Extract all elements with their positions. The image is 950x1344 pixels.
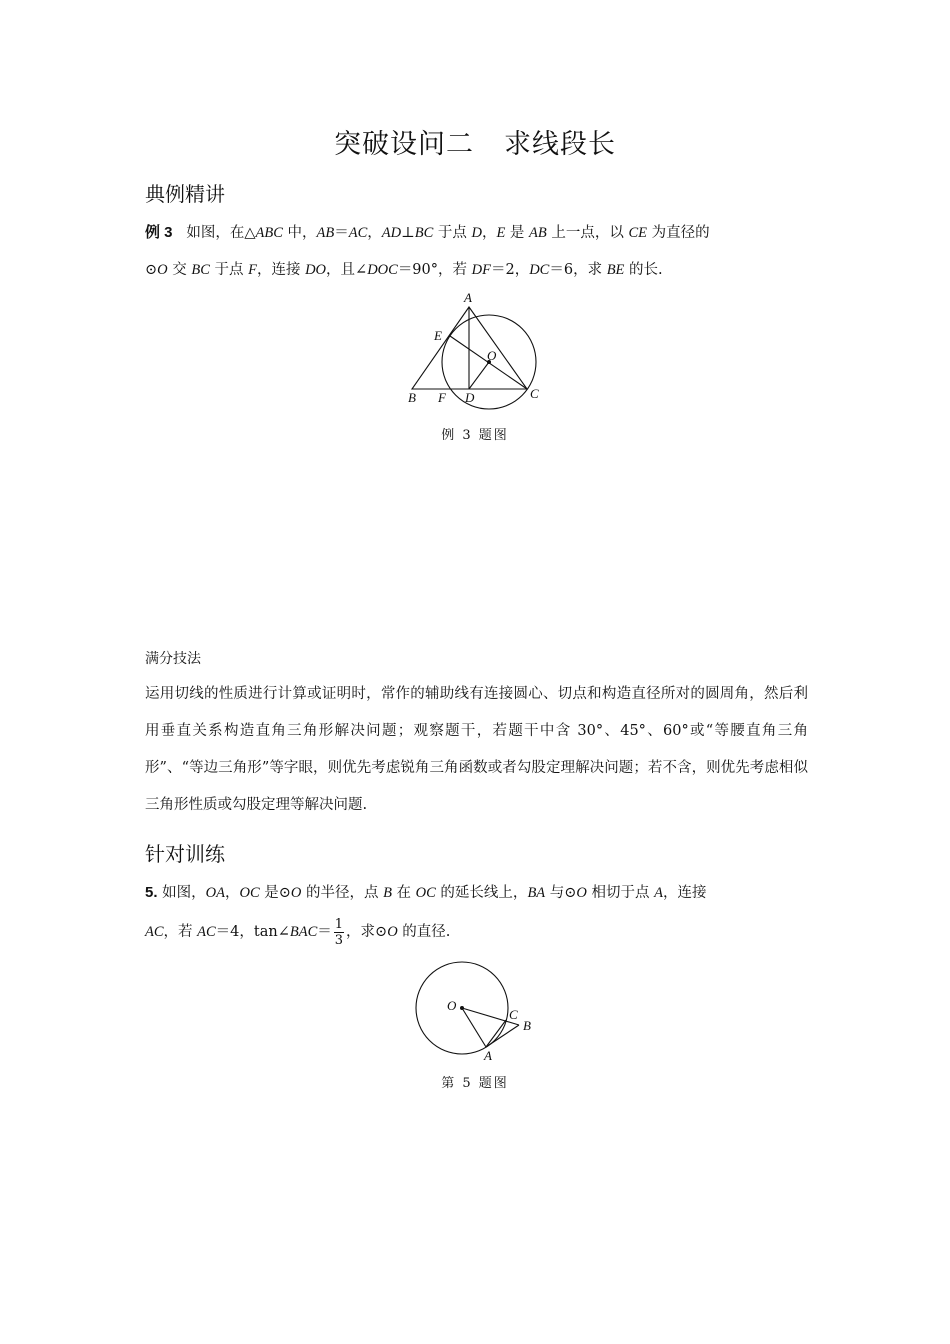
segment-ac — [486, 1020, 506, 1047]
text: ，连接 — [256, 262, 306, 278]
fraction-denominator: 3 — [334, 932, 344, 948]
figure-caption-example-3: 例 3 题图 — [441, 428, 509, 443]
text: ，连接 — [662, 885, 707, 901]
problem-5-figure — [0, 950, 950, 1070]
tips-heading: 满分技法 — [145, 651, 201, 667]
math: E — [496, 225, 506, 241]
text: 的长. — [624, 262, 663, 278]
text: 为直径的 — [647, 225, 710, 241]
text: 在 — [391, 885, 416, 901]
label-f: F — [438, 390, 446, 405]
text: 与⊙ — [545, 885, 577, 901]
math: AB — [316, 225, 335, 241]
math: AC — [197, 924, 216, 940]
math: CE — [628, 225, 648, 241]
fraction — [334, 917, 344, 948]
label-c: C — [509, 1007, 518, 1022]
math: OC — [415, 885, 436, 901]
math: DF — [471, 262, 491, 278]
example-label: 例 3 — [145, 224, 173, 241]
label-e: E — [434, 328, 442, 343]
text: ，求⊙ — [346, 924, 388, 940]
text: ， — [224, 885, 240, 901]
segment-do — [469, 362, 489, 389]
text: 于点 — [433, 225, 472, 241]
problem-5-line-1 — [145, 874, 808, 912]
text: ＝ — [317, 924, 332, 940]
math: AD — [381, 225, 402, 241]
math: BAC — [289, 924, 318, 940]
math: O — [387, 924, 398, 940]
title-part1: 突破设问二 — [334, 129, 474, 160]
title-part2: 求线段长 — [504, 129, 616, 160]
text: 中， — [282, 225, 317, 241]
text: 相切于点 — [586, 885, 655, 901]
tips-text: 运用切线的性质进行计算或证明时，常作的辅助线有连接圆心、切点和构造直径所对的圆周角，然后利用垂直关系构造直角三角形解决问题；观察题干，若题干中含 30°、45°、60°或“等腰直角三角形”、“等边三角形”等字眼，则优先考虑锐角三角函数或者勾股定理解决问题；若不含，则优先考虑相似三角形性质或勾股定理等解决问题. — [145, 686, 808, 813]
problem-label: 5. — [145, 884, 158, 901]
text: 交 — [167, 262, 192, 278]
math: DO — [305, 262, 327, 278]
text: ⊥ — [401, 225, 415, 241]
label-o: O — [447, 998, 457, 1013]
text: ＝90°，若 — [397, 262, 472, 278]
text: 于点 — [209, 262, 249, 278]
section-heading-examples: 典例精讲 — [145, 182, 225, 206]
text: ，且∠ — [326, 262, 368, 278]
label-a: A — [484, 1048, 492, 1063]
math: OC — [239, 885, 260, 901]
text: 如图，在△ — [186, 225, 256, 241]
math: O — [157, 262, 168, 278]
math: ABC — [255, 225, 283, 241]
text: ， — [481, 225, 497, 241]
text: 的延长线上， — [435, 885, 528, 901]
math: AC — [348, 225, 368, 241]
math: AB — [529, 225, 547, 241]
text: 上一点，以 — [546, 225, 629, 241]
math: BE — [606, 262, 625, 278]
text: ＝2， — [490, 262, 530, 278]
math: A — [654, 885, 663, 901]
section-heading-practice: 针对训练 — [145, 842, 225, 866]
math: OA — [205, 885, 225, 901]
text: ＝ — [334, 225, 349, 241]
point-o-dot — [460, 1006, 464, 1010]
math: D — [471, 225, 482, 241]
problem-5-text — [145, 874, 808, 952]
text: ⊙ — [145, 262, 158, 278]
math: AC — [145, 924, 164, 940]
text: ， — [367, 225, 382, 241]
text: 的直径. — [397, 924, 451, 940]
text: ＝4，tan∠ — [215, 924, 290, 940]
math: B — [383, 885, 392, 901]
label-d: D — [465, 390, 475, 405]
math: DC — [529, 262, 550, 278]
math: O — [290, 885, 302, 901]
text: ＝6，求 — [549, 262, 607, 278]
label-c: C — [530, 386, 539, 401]
math: O — [576, 885, 587, 901]
text: 是 — [505, 225, 530, 241]
math: BC — [414, 225, 434, 241]
segment-ab — [486, 1025, 519, 1047]
example-3-figure — [0, 0, 950, 460]
label-a: A — [464, 290, 472, 305]
text: ，若 — [163, 924, 198, 940]
label-o: O — [487, 348, 497, 363]
math: BA — [527, 885, 546, 901]
fraction-numerator: 1 — [334, 916, 344, 932]
label-b: B — [408, 390, 416, 405]
label-b: B — [523, 1018, 531, 1033]
text: 如图， — [162, 885, 206, 901]
text: 是⊙ — [259, 885, 291, 901]
math: BC — [191, 262, 210, 278]
text: 的半径，点 — [301, 885, 384, 901]
math: F — [248, 262, 257, 278]
math: DOC — [367, 262, 398, 278]
figure-caption-problem-5: 第 5 题图 — [441, 1076, 509, 1091]
problem-5-line-2 — [145, 912, 808, 952]
